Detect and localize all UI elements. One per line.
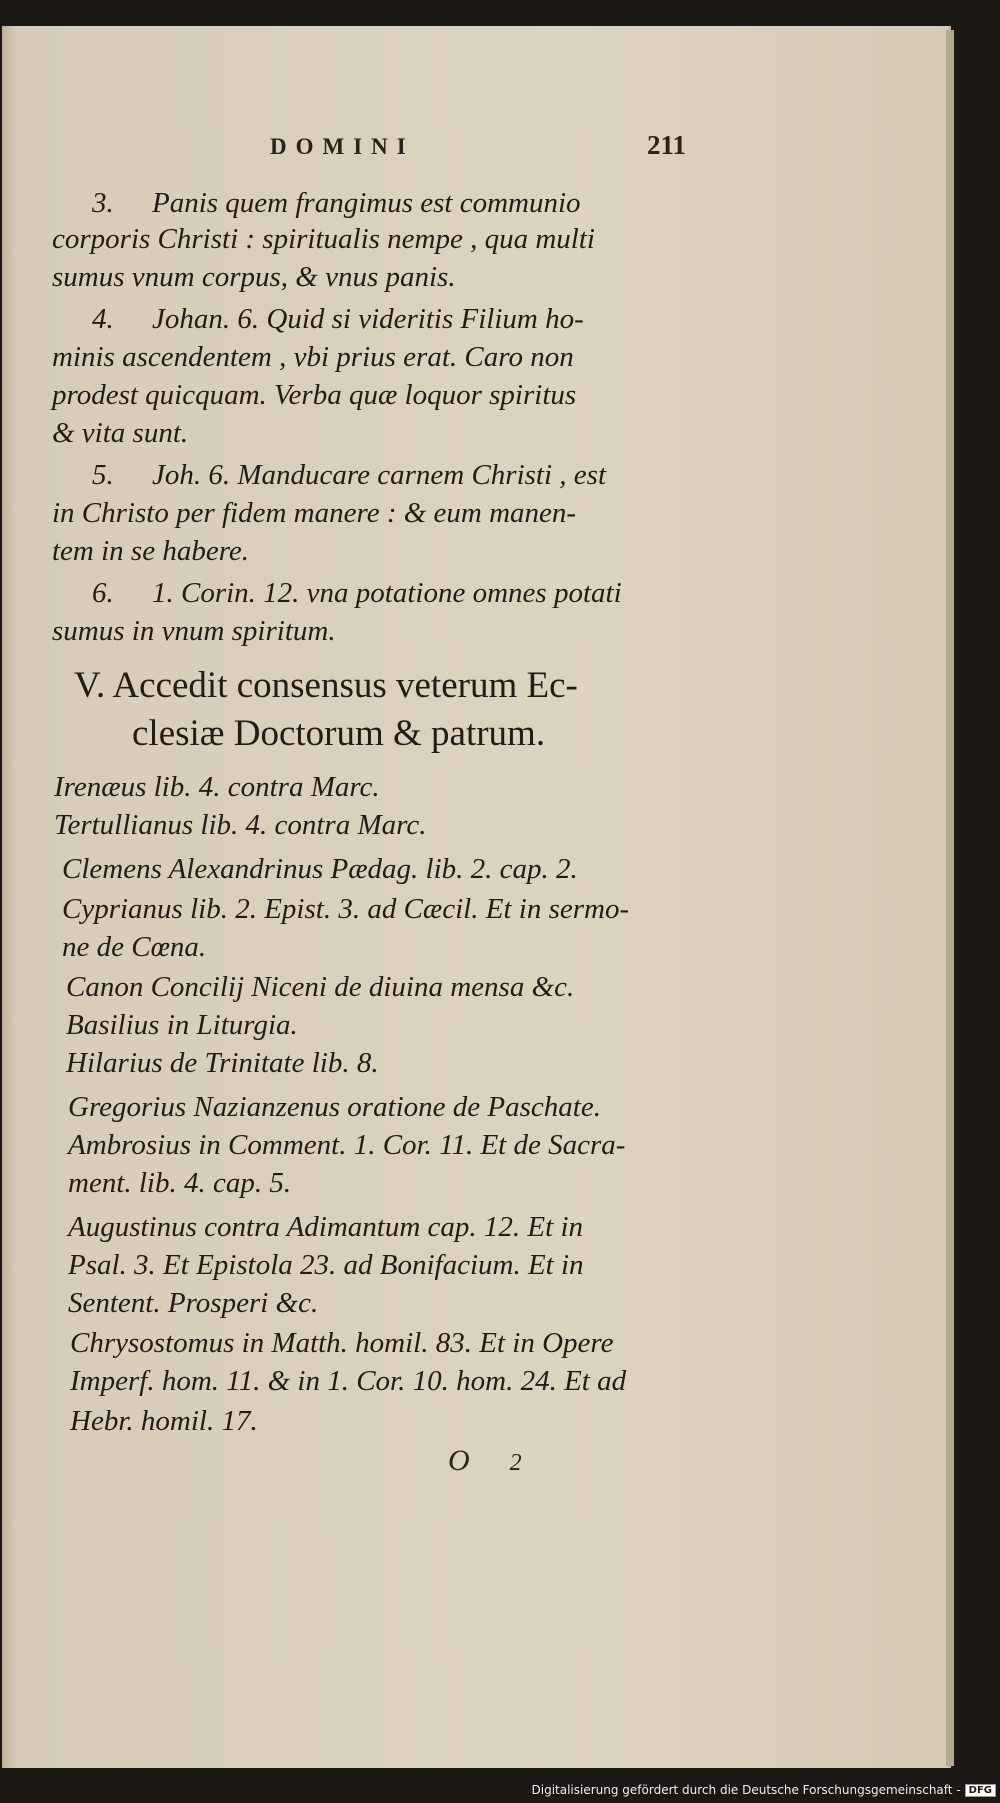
citation-line: Psal. 3. Et Epistola 23. ad Bonifacium. Et in	[68, 1249, 584, 1281]
digitization-credit	[532, 1783, 997, 1797]
item-line: tem in se habere.	[52, 535, 250, 567]
running-title: DOMINI	[270, 134, 415, 159]
item-line: & vita sunt.	[52, 417, 189, 449]
citation-line: Hebr. homil. 17.	[70, 1405, 258, 1437]
item-line: minis ascendentem , vbi prius erat. Caro non	[52, 341, 574, 373]
citation-line: Imperf. hom. 11. & in 1. Cor. 10. hom. 24. Et ad	[70, 1365, 627, 1397]
page-number: 211	[647, 130, 687, 160]
item-line: corporis Christi : spiritualis nempe , qua multi	[52, 223, 595, 255]
item-number: 6.	[92, 577, 114, 609]
signature-letter: O	[448, 1444, 470, 1477]
citation-line: ment. lib. 4. cap. 5.	[68, 1167, 292, 1199]
dfg-logo: DFG	[965, 1784, 996, 1797]
list-item	[92, 458, 606, 492]
signature-mark	[448, 1444, 522, 1478]
citation-line: Chrysostomus in Matth. homil. 83. Et in Opere	[70, 1327, 614, 1359]
item-number: 5.	[92, 459, 114, 491]
item-line: in Christo per fidem manere : & eum manen-	[52, 497, 577, 529]
citation-line: Basilius in Liturgia.	[66, 1009, 298, 1041]
item-line: sumus vnum corpus, & vnus panis.	[52, 261, 456, 293]
citation-line: Ambrosius in Comment. 1. Cor. 11. Et de Sacra-	[68, 1129, 626, 1161]
item-line: Joh. 6. Manducare carnem Christi , est	[152, 459, 607, 491]
citation-line: Irenæus lib. 4. contra Marc.	[54, 771, 380, 803]
citation-line: Canon Concilij Niceni de diuina mensa &c.	[66, 971, 575, 1003]
list-item	[92, 186, 581, 220]
page-header	[2, 126, 948, 166]
signature-number: 2	[509, 1450, 522, 1476]
section-heading-line: clesiæ Doctorum & patrum.	[132, 713, 546, 754]
citation-line: Gregorius Nazianzenus oratione de Paschate.	[68, 1091, 601, 1123]
list-item	[92, 576, 622, 610]
citation-line: Sentent. Prosperi &c.	[68, 1287, 319, 1319]
section-numeral: V.	[74, 665, 106, 706]
citation-line: Augustinus contra Adimantum cap. 12. Et in	[68, 1211, 584, 1243]
citation-line: Cyprianus lib. 2. Epist. 3. ad Cæcil. Et in sermo-	[62, 893, 630, 925]
item-line: prodest quicquam. Verba quæ loquor spiritus	[52, 379, 577, 411]
citation-line: ne de Cœna.	[62, 931, 207, 963]
list-item	[92, 302, 584, 336]
section-heading	[74, 664, 578, 707]
citation-line: Clemens Alexandrinus Pædag. lib. 2. cap. 2.	[62, 853, 578, 885]
item-line: 1. Corin. 12. vna potatione omnes potati	[152, 577, 622, 609]
item-number: 3.	[92, 187, 114, 219]
item-line: Johan. 6. Quid si videritis Filium ho-	[152, 303, 584, 335]
item-number: 4.	[92, 303, 114, 335]
credit-text: Digitalisierung gefördert durch die Deutsche Forschungsgemeinschaft -	[531, 1783, 961, 1797]
book-page	[2, 26, 951, 1768]
citation-line: Hilarius de Trinitate lib. 8.	[66, 1047, 379, 1079]
item-line: Panis quem frangimus est communio	[152, 187, 581, 219]
section-heading-line: Accedit consensus veterum Ec-	[112, 665, 578, 706]
item-line: sumus in vnum spiritum.	[52, 615, 336, 647]
citation-line: Tertullianus lib. 4. contra Marc.	[54, 809, 427, 841]
